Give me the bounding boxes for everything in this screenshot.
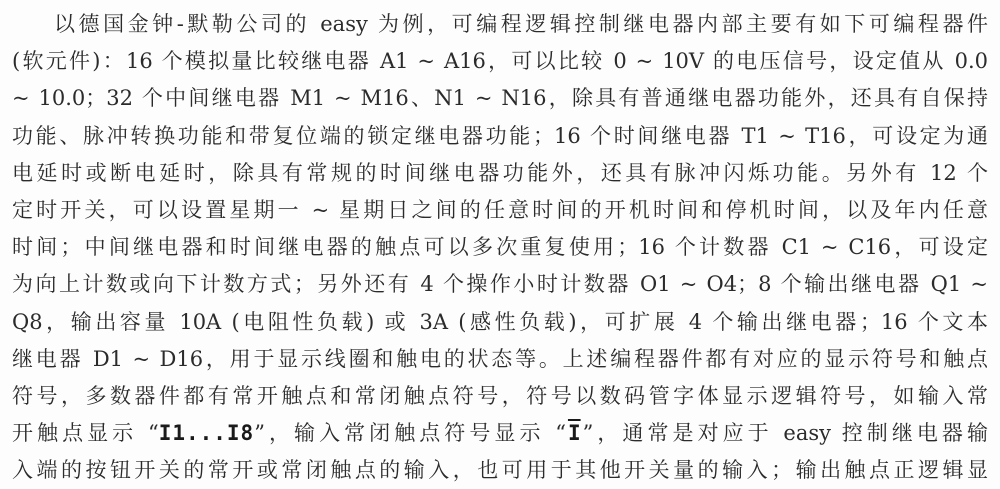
text-line-3: ~ 10.0；32 个中间继电器 M1 ~ M16、N1 ~ N16，除具有普通继电器功能外，还具有自保持 (12, 86, 988, 111)
text-line-1: 以德国金钟-默勒公司的 easy 为例，可编程逻辑控制继电器内部主要有如下可编程器件 (54, 12, 988, 36)
text-line-12-middle: ”，输入常闭触点符号显示 “ (254, 421, 566, 446)
text-line-4: 功能、脉冲转换功能和带复位端的锁定继电器功能；16 个时间继电器 T1 ~ T16，可设定为通 (12, 123, 988, 148)
segment-symbol-open-contacts: I1...I8 (158, 421, 255, 446)
body-paragraph (12, 6, 988, 489)
text-line-9: Q8，输出容量 10A (电阻性负载) 或 3A (感性负载)，可扩展 4 个输出继电器；16 个文本 (12, 309, 988, 334)
text-line-12-after: ”，通常是对应于 easy 控制继电器输 (582, 421, 988, 446)
text-line-11: 符号，多数器件都有常开触点和常闭触点符号，符号以数码管字体显示逻辑符号，如输入常 (12, 383, 988, 408)
segment-symbol-closed-contact: $\overline{I}$ (567, 421, 581, 446)
text-line-2: (软元件)：16 个模拟量比较继电器 A1 ~ A16，可以比较 0 ~ 10V 的电压信号，设定值从 0.0 (12, 49, 988, 74)
text-line-12 (12, 415, 988, 452)
text-line-8: 为向上计数或向下计数方式；另外还有 4 个操作小时计数器 O1 ~ O4；8 个输出继电器 Q1 ~ (12, 272, 988, 297)
text-line-7: 时间；中间继电器和时间继电器的触点可以多次重复使用；16 个计数器 C1 ~ C16，可设定 (12, 235, 988, 260)
text-line-12-before: 开触点显示 “ (12, 421, 159, 446)
text-line-13: 入端的按钮开关的常开或常闭触点的输入，也可用于其他开关量的输入；输出触点正逻辑显 (12, 458, 988, 483)
text-line-10: 继电器 D1 ~ D16，用于显示线圈和触电的状态等。上述编程器件都有对应的显示符号和触点 (12, 346, 988, 371)
text-line-6: 定时开关，可以设置星期一 ~ 星期日之间的任意时间的开机时间和停机时间，以及年内任意 (12, 197, 988, 222)
text-line-5: 电延时或断电延时，除具有常规的时间继电器功能外，还具有脉冲闪烁功能。另外有 12 个 (12, 160, 988, 185)
